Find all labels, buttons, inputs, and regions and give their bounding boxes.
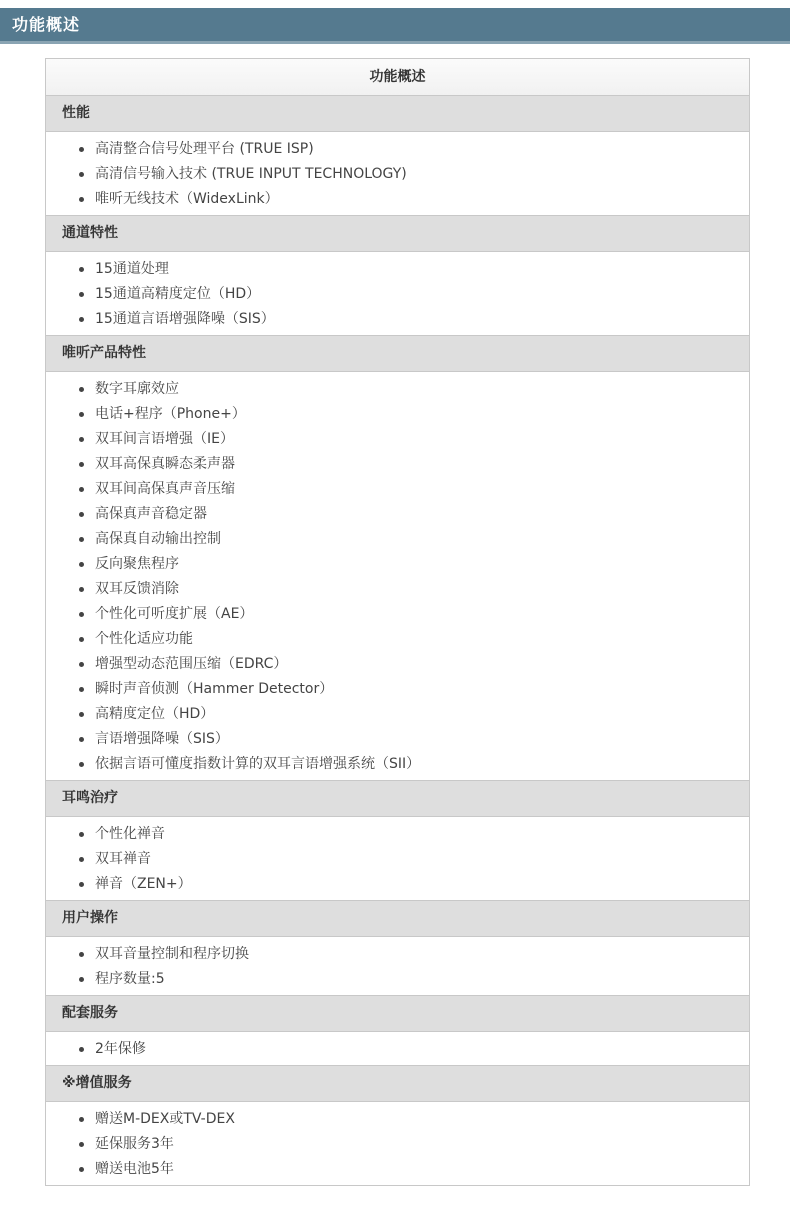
bullet-icon [79, 512, 84, 517]
bullet-icon [79, 197, 84, 202]
section-header: 性能 [46, 96, 749, 132]
list-item [46, 137, 749, 162]
table-sections [46, 96, 749, 1185]
list-item [46, 702, 749, 727]
section-header: 配套服务 [46, 996, 749, 1032]
section-item-list [46, 132, 749, 216]
list-item [46, 677, 749, 702]
bullet-icon [79, 857, 84, 862]
section [46, 781, 749, 901]
list-item-text: 双耳间言语增强（IE） [95, 431, 234, 447]
list-item [46, 652, 749, 677]
bullet-icon [79, 147, 84, 152]
section [46, 996, 749, 1066]
section-header: 用户操作 [46, 901, 749, 937]
list-item-text: 高保真声音稳定器 [95, 506, 207, 522]
bullet-icon [79, 832, 84, 837]
list-item-text: 个性化适应功能 [95, 631, 193, 647]
bullet-icon [79, 712, 84, 717]
list-item [46, 752, 749, 777]
bullet-icon [79, 1047, 84, 1052]
section-header: 耳鸣治疗 [46, 781, 749, 817]
list-item [46, 602, 749, 627]
section-item-list [46, 372, 749, 781]
list-item-text: 增强型动态范围压缩（EDRC） [95, 656, 288, 672]
list-item-text: 赠送M-DEX或TV-DEX [95, 1111, 235, 1127]
section [46, 336, 749, 781]
list-item [46, 452, 749, 477]
list-item-text: 双耳高保真瞬态柔声器 [95, 456, 235, 472]
list-item-text: 高清信号输入技术 (TRUE INPUT TECHNOLOGY) [95, 166, 407, 182]
bullet-icon [79, 737, 84, 742]
list-item [46, 552, 749, 577]
table-title: 功能概述 [46, 59, 749, 96]
list-item [46, 162, 749, 187]
list-item-text: 数字耳廓效应 [95, 381, 179, 397]
list-item-text: 唯听无线技术（WidexLink） [95, 191, 279, 207]
bullet-icon [79, 462, 84, 467]
list-item-text: 个性化可听度扩展（AE） [95, 606, 254, 622]
bullet-icon [79, 1142, 84, 1147]
section [46, 1066, 749, 1185]
bullet-icon [79, 882, 84, 887]
list-item-text: 15通道高精度定位（HD） [95, 286, 261, 302]
list-item [46, 257, 749, 282]
list-item-text: 依据言语可懂度指数计算的双耳言语增强系统（SII） [95, 756, 421, 772]
list-item-text: 2年保修 [95, 1041, 146, 1057]
feature-table [45, 58, 750, 1186]
list-item-text: 双耳音量控制和程序切换 [95, 946, 249, 962]
list-item [46, 187, 749, 212]
list-item-text: 禅音（ZEN+） [95, 876, 192, 892]
section-item-list [46, 1032, 749, 1066]
list-item [46, 872, 749, 897]
section [46, 216, 749, 336]
bullet-icon [79, 587, 84, 592]
list-item [46, 627, 749, 652]
bullet-icon [79, 487, 84, 492]
list-item-text: 高精度定位（HD） [95, 706, 215, 722]
list-item [46, 847, 749, 872]
section [46, 901, 749, 996]
bullet-icon [79, 172, 84, 177]
section-header: 通道特性 [46, 216, 749, 252]
list-item [46, 402, 749, 427]
list-item [46, 727, 749, 752]
list-item [46, 1157, 749, 1182]
list-item-text: 言语增强降噪（SIS） [95, 731, 229, 747]
list-item [46, 307, 749, 332]
list-item [46, 377, 749, 402]
bullet-icon [79, 637, 84, 642]
list-item [46, 967, 749, 992]
bullet-icon [79, 762, 84, 767]
list-item-text: 双耳反馈消除 [95, 581, 179, 597]
bullet-icon [79, 562, 84, 567]
list-item-text: 赠送电池5年 [95, 1161, 174, 1177]
list-item-text: 高清整合信号处理平台 (TRUE ISP) [95, 141, 314, 157]
list-item-text: 程序数量:5 [95, 971, 165, 987]
list-item [46, 1132, 749, 1157]
list-item [46, 427, 749, 452]
bullet-icon [79, 977, 84, 982]
bullet-icon [79, 317, 84, 322]
bullet-icon [79, 1167, 84, 1172]
bullet-icon [79, 292, 84, 297]
bullet-icon [79, 537, 84, 542]
list-item-text: 双耳间高保真声音压缩 [95, 481, 235, 497]
section-item-list [46, 937, 749, 996]
list-item-text: 延保服务3年 [95, 1136, 174, 1152]
section-item-list [46, 1102, 749, 1185]
list-item-text: 高保真自动输出控制 [95, 531, 221, 547]
list-item [46, 1107, 749, 1132]
list-item [46, 527, 749, 552]
list-item [46, 1037, 749, 1062]
section-header: 唯听产品特性 [46, 336, 749, 372]
bullet-icon [79, 1117, 84, 1122]
list-item-text: 个性化禅音 [95, 826, 165, 842]
list-item [46, 822, 749, 847]
page-title: 功能概述 [12, 15, 81, 34]
section-header: ※增值服务 [46, 1066, 749, 1102]
list-item [46, 577, 749, 602]
list-item [46, 282, 749, 307]
bullet-icon [79, 687, 84, 692]
list-item [46, 477, 749, 502]
page-header [0, 8, 790, 44]
list-item-text: 反向聚焦程序 [95, 556, 179, 572]
section-item-list [46, 252, 749, 336]
list-item-text: 15通道言语增强降噪（SIS） [95, 311, 275, 327]
list-item-text: 瞬时声音侦测（Hammer Detector） [95, 681, 334, 697]
list-item-text: 15通道处理 [95, 261, 169, 277]
section [46, 96, 749, 216]
bullet-icon [79, 437, 84, 442]
bullet-icon [79, 267, 84, 272]
bullet-icon [79, 612, 84, 617]
list-item [46, 942, 749, 967]
list-item [46, 502, 749, 527]
bullet-icon [79, 662, 84, 667]
section-item-list [46, 817, 749, 901]
bullet-icon [79, 412, 84, 417]
bullet-icon [79, 387, 84, 392]
list-item-text: 电话+程序（Phone+） [95, 406, 246, 422]
list-item-text: 双耳禅音 [95, 851, 151, 867]
bullet-icon [79, 952, 84, 957]
